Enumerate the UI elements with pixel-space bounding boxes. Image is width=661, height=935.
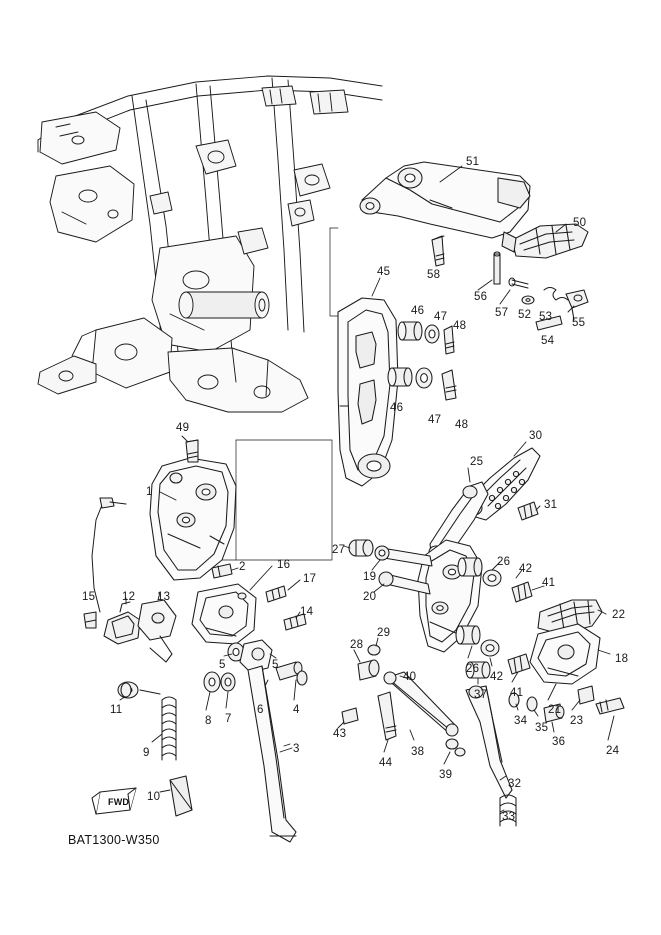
callout-number: 14 [300,606,314,618]
callout-number: 58 [427,269,441,281]
sidestand-switch-12 [104,602,140,644]
bolt-23 [578,686,594,704]
fwd-arrow-label: FWD [108,797,130,807]
callout-number: 26 [497,556,511,568]
callout-number: 38 [411,746,425,758]
collar-11 [121,683,131,697]
callout-number: 31 [544,499,558,511]
callout-number: 23 [570,715,584,727]
cotter-pin-57 [509,278,528,288]
bolt-49 [186,440,198,462]
washer-4 [297,671,307,685]
callout-number: 9 [143,747,150,759]
callout-number: 45 [377,266,391,278]
side-stand-rubber-10 [170,776,192,816]
bolt-41-upper [512,582,532,602]
collar-26-lower [456,626,480,644]
callout-number: 22 [612,609,626,621]
callout-number: 4 [293,704,300,716]
switch-cable [92,498,126,612]
link-rod-19 [375,546,432,566]
callout-number: 41 [542,577,556,589]
callout-number: 6 [257,704,264,716]
bolt-58 [432,236,444,266]
washer-52 [522,296,534,304]
callout-number: 17 [303,573,317,585]
callout-number: 5 [219,659,226,671]
washer-47-upper [425,325,439,343]
callout-number: 42 [519,563,533,575]
callout-number: 47 [428,414,442,426]
bolt-48-lower [442,370,456,400]
bearing-42-lower [481,640,499,656]
callout-number: 33 [502,811,516,823]
callout-number: 56 [474,291,488,303]
washer-35 [527,697,537,711]
callout-number: 40 [403,671,417,683]
callout-number: 13 [157,591,171,603]
callout-number: 5 [272,659,279,671]
callout-number: 54 [541,335,555,347]
callout-number: 47 [434,311,448,323]
callout-number: 34 [514,715,528,727]
bolt-44 [378,692,396,740]
footrest-bracket-right [360,162,530,238]
callout-number: 27 [332,544,346,556]
callout-number: 48 [453,320,467,332]
collar-26-upper [458,558,482,576]
callout-number: 44 [379,757,393,769]
washer-47-lower [416,368,432,388]
callout-number: 25 [470,456,484,468]
footrest-bracket-left [150,458,236,580]
collar-27 [349,540,373,556]
bolt-15 [84,612,96,628]
callout-number: 18 [615,653,629,665]
side-stand-pivot-5 [228,640,272,672]
bolt-31 [518,502,538,520]
sidestand-lever-13 [138,600,176,662]
footpeg-holder-21 [530,624,600,684]
callout-number: 48 [455,419,469,431]
callout-number: 3 [293,743,300,755]
callout-number: 24 [606,745,620,757]
bearing-42-upper [483,570,501,586]
spring-53 [544,288,568,301]
callout-number: 53 [539,311,553,323]
bolt-17 [266,586,286,602]
callout-number: 49 [176,422,190,434]
side-stand-leg-3 [248,666,296,842]
callout-number: 52 [518,309,532,321]
callout-number: 57 [495,307,509,319]
callout-number: 42 [490,671,504,683]
callout-number: 20 [363,591,377,603]
callout-number: 29 [377,627,391,639]
bolt-43 [342,708,358,724]
callout-number: 11 [110,704,123,716]
callout-number: 16 [277,559,291,571]
collar-46-lower [388,368,412,386]
callout-number: 7 [225,713,232,725]
callout-number: 46 [390,402,404,414]
callout-number: 1 [146,486,153,498]
side-cover-plate-45 [338,298,398,486]
callout-number: 10 [147,791,161,803]
callout-number: 36 [552,736,566,748]
callout-number: 12 [122,591,136,603]
callout-number: 30 [529,430,543,442]
side-stand-bracket-7-8 [204,672,235,692]
callout-number: 21 [548,704,562,716]
callout-number: 43 [333,728,347,740]
diagram-part-code: BAT1300-W350 [68,833,160,847]
knob-55 [566,290,588,320]
callout-number: 50 [573,217,587,229]
callout-number: 55 [572,317,586,329]
callout-number: 39 [439,769,453,781]
bolt-24 [596,698,624,714]
pin-28 [358,660,379,680]
callout-number: 41 [510,687,524,699]
callout-number: 26 [466,663,480,675]
nut-29 [368,645,380,655]
callout-number: 28 [350,639,364,651]
callout-number: 51 [466,156,480,168]
callout-number: 19 [363,571,377,583]
shift-pedal-32 [466,686,512,798]
callout-number: 15 [82,591,96,603]
callout-number: 46 [411,305,425,317]
callout-number: 32 [508,778,522,790]
callout-number: 35 [535,722,549,734]
collar-46-upper [398,322,422,340]
callout-number: 37 [474,689,488,701]
motorcycle-frame-outline [38,76,382,412]
callout-number: 2 [239,561,246,573]
callout-number: 8 [205,715,212,727]
shift-bracket-16 [192,584,256,644]
footpeg-pin-56 [494,252,500,284]
bolt-41-lower [508,654,530,674]
